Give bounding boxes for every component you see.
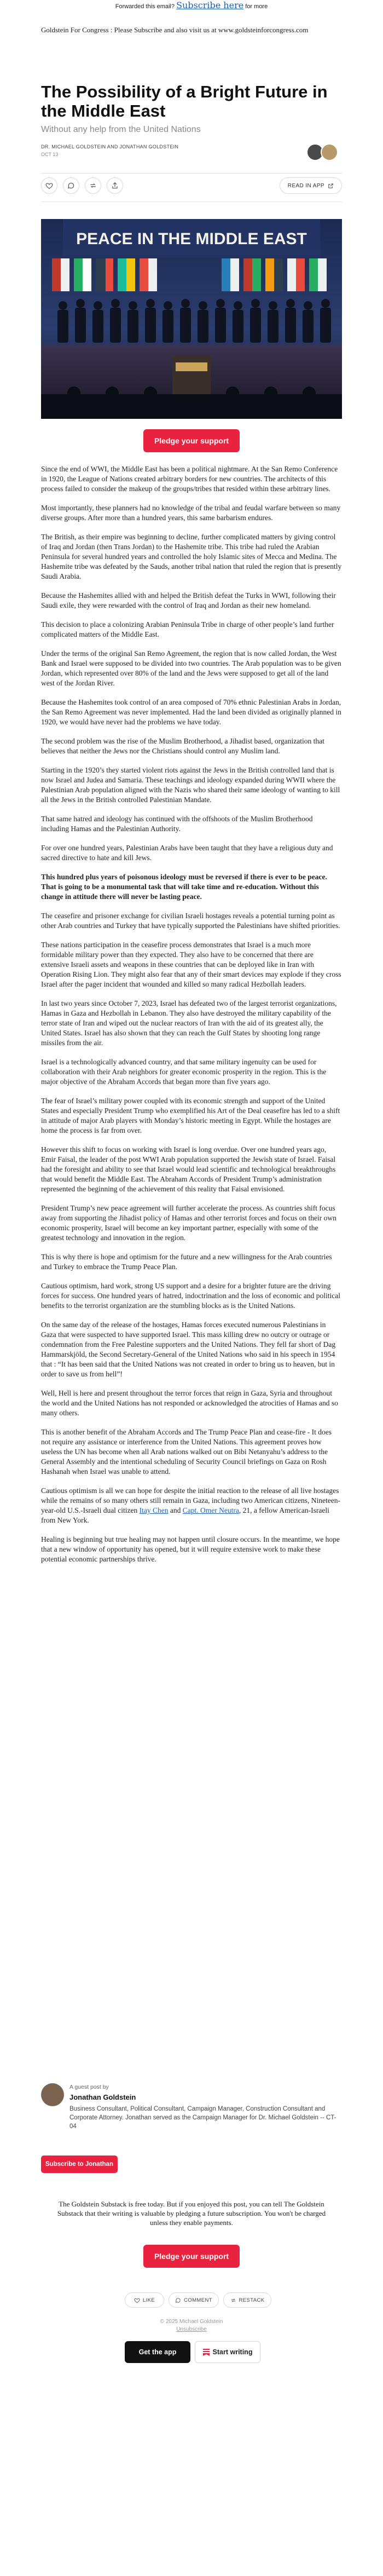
guest-name[interactable]: Jonathan Goldstein [69,2093,136,2101]
paragraph: The second problem was the rise of the Muslim Brotherhood, a Jihadist based, organization that believes that neither the Jews nor the Christians should control any Muslim land. [41,737,324,755]
start-writing-button[interactable] [195,2341,260,2363]
paragraph: Cautious optimism, hard work, strong US support and a desire for a brighter future are the driving forces for success. One hundred years of hatred, indoctrination and the loss of economic and political benefits to the terrorist organization are the stumbling blocks as is the United Nations. [41,1282,340,1310]
avatar[interactable] [41,2083,64,2106]
read-in-app-button[interactable] [280,177,342,194]
guest-bio: Business Consultant, Political Consultant, Campaign Manager, Construction Consultant and Corporate Attorney. Jonathan served as the Campaign Manager for Dr. Michael Goldstein -- CT-04 [69,2106,336,2130]
peace-summit-illustration [41,219,342,419]
article-subtitle: Without any help from the United Nations [41,125,201,134]
paragraph: Under the terms of the original San Remo Agreement, the region that is now called Jordan, the West Bank and Israel were supposed to be divided into two countries. The Arab population was to be given Jordan, which represented over 80% of the land and the Jews were supposed to get all of the land west of the Jordan River. [41,649,341,687]
comment-label: COMMENT [184,2297,212,2303]
paragraph: This is another benefit of the Abraham Accords and The Trump Peace Plan and cease-fire - It does not require any assistance or interference from the United Nations. This agreement proves how useless the UN has become when all Arab nations walked out on Bibi Netanyahu’s address to the General Assembly and the intentional scheduling of Security Council briefings on Gaza on Rosh Hashanah when Israel was unable to attend. [41,1428,332,1476]
divider [41,201,342,202]
like-button[interactable] [41,177,57,194]
paragraph-with-links [41,1486,342,1525]
pledge-support-button[interactable]: Pledge your support [143,429,240,452]
author-avatars[interactable] [306,143,343,160]
omer-neutra-link[interactable]: Capt. Omer Neutra [182,1506,239,1514]
hero-banner-text: PEACE IN THE MIDDLE EAST [76,230,307,248]
footer-note: The Goldstein Substack is free today. But if you enjoyed this post, you can tell The Goldstein Substack that their writing is valuable by pledging a future subscription. You won't be charged unless they enable payments. [57,2200,326,2227]
paragraph: On the same day of the release of the hostages, Hamas forces executed numerous Palestinians in Gaza that were suspected to have supported Israel. This mass killing drew no outcry or outrage or condemnation from the Free Palestine supporters and the United Nations. They fell far short of Dag Hammarskjöld, the Second Secretary-General of the United Nations who said in his speech in 1954 that : “It has been said that the United Nations was not created in order to bring us to heaven, but in order to save us from hell”! [41,1321,336,1378]
preheader-text: Goldstein For Congress : Please Subscribe and also visit us at www.goldsteinforcongress.com [41,26,309,34]
divider [41,173,342,174]
itay-chen-link[interactable]: Itay Chen [139,1506,169,1514]
paragraph: Well, Hell is here and present throughout the terror forces that reign in Gaza, Syria and throughout the world and the United Nations has not responded or acknowledged the atrocities of Hamas and so many others. [41,1389,338,1417]
link-paragraph-middle: and [168,1506,183,1514]
byline[interactable]: DR. MICHAEL GOLDSTEIN AND JONATHAN GOLDSTEIN [41,144,179,149]
article-title[interactable]: The Possibility of a Bright Future in the Middle East [41,82,328,120]
paragraph-bold [41,872,342,902]
restack-icon [89,182,97,189]
forwarded-text: Forwarded this email? [115,3,177,10]
paragraph: That same hatred and ideology has continued with the offshoots of the Muslim Brotherhood including Hamas and the Palestinian Authority. [41,815,313,833]
share-button[interactable] [107,177,123,194]
copyright-text: © 2025 Michael Goldstein [160,2319,223,2325]
podium [172,356,211,394]
link-paragraph-after: , 21, a fellow American-Israeli from New York. [41,1506,329,1524]
bold-statement: This hundred plus years of poisonous ideology must be reversed if there is ever to be peace. That is going to be a monumental task that will take time and re-education. Without this change in attitude there will never be lasting peace. [41,873,327,901]
link-paragraph-before: Cautious optimism is all we can hope for despite the initial reaction to the release of all live hostages while the remains of so many others still remain in Gaza, including two American citizens, Nineteen-year-old U.S.-Israeli dual citizen [41,1486,340,1514]
paragraph: Because the Hashemites took control of an area composed of 70% ethnic Palestinian Arabs in Jordan, the San Remo Agreement was never implemented. Had the land been divided as originally planned in 1920, we would have never had the problems we have today. [41,698,341,726]
heart-icon [134,2297,140,2303]
paragraph: For over one hundred years, Palestinian Arabs have been taught that they have a religious duty and sacred directive to hate and kill Jews. [41,844,333,862]
paragraph: However this shift to focus on working with Israel is long overdue. Over one hundred years ago, Emir Faisal, the leader of the post WWI Arab population supported the Jewish state of Israel. Faisal had the foresight and ability to see that Israel would lead scientific and technological breakthroughs that would benefit the Middle East. The Abraham Accords of President Trump’s administration represented the beginning of the achievement of this reality that Faisal envisioned. [41,1145,336,1193]
forwarded-suffix: for more [243,3,268,10]
paragraph: This is why there is hope and optimism for the future and a new willingness for the Arab countries and Turkey to embrace the Trump Peace Plan. [41,1253,332,1271]
forwarded-bar [0,0,383,10]
paragraph: The British, as their empire was beginning to decline, further complicated matters by giving control of Iraq and Jordan (then Trans Jordan) to the Hashemite tribe. This tribe had ruled the Arabian Peninsula for several hundred years and controlled the holy Islamic sites of Mecca and Medina. The Hashemite tribe was defeated by the Sauds, another tribal nation that ruled the region that is presently Saudi Arabia. [41,533,342,580]
heart-icon [45,182,53,189]
restack-button[interactable] [85,177,101,194]
comment-icon [67,182,75,189]
get-the-app-button[interactable]: Get the app [125,2341,190,2363]
paragraph: The ceasefire and prisoner exchange for civilian Israeli hostages reveals a potential turning point as other Arab countries and Turkey that have typically supported the Palestinians have shifted priorities. [41,912,340,930]
subscribe-to-jonathan-button[interactable]: Subscribe to Jonathan [41,2156,118,2173]
external-link-icon [328,183,334,189]
footer-restack-button[interactable] [223,2292,271,2308]
paragraph: Because the Hashemites allied with and helped the British defeat the Turks in WWI, following their Saudi exile, they were rewarded with the control of Iraq and Jordan as their new homeland. [41,591,336,609]
comment-button[interactable] [63,177,79,194]
paragraph: Healing is beginning but true healing may not happen until closure occurs. In the meantime, we hope that a new window of opportunity has opened, but it will require extensive work to make these potential economic partnerships thrive. [41,1535,340,1563]
paragraph: Since the end of WWI, the Middle East has been a political nightmare. At the San Remo Conference in 1920, the League of Nations created arbitrary borders for new countries. The architects of this process failed to consider the makeup of the groups/tribes that resided within these arbitrary lines. [41,465,338,493]
paragraph: These nations participation in the ceasefire process demonstrates that Israel is a much more formidable military power than they expected. They also have to be concerned that there are extensive Israeli assets and weapons in these countries that can be deployed like in Iran with Operation Rising Lion. They might also fear that any of their smart devices may explode if they cross Israel after the pager incident that wounded and killed so many radical Hezbollah leaders. [41,941,341,988]
restack-label: RESTACK [239,2297,265,2303]
restack-icon [230,2297,236,2303]
paragraph: Starting in the 1920’s they started violent riots against the Jews in the British controlled land that is now Israel and Judea and Samaria. These teachings and ideology expanded during WWII where the Palestinian Arab population aligned with the Nazis who shared their same ideology of wanting to kill all the Jews in the British controlled Palestinian Mandate. [41,766,340,804]
paragraph: In last two years since October 7, 2023, Israel has defeated two of the largest terrorist organizations, Hamas in Gaza and Hezbollah in Lebanon. They also have destroyed the military capability of the terror state of Iran and wiped out the nuclear reactors of Iran with the aid of its greatest ally, the United States. Israel has also shown that they can reach the Gulf States by shooting long range missiles from the air. [41,999,337,1047]
post-date: OCT 13 [41,152,59,157]
post-actions [41,177,342,194]
read-in-app-label: READ IN APP [287,182,324,189]
footer-comment-button[interactable] [169,2292,219,2308]
like-label: LIKE [142,2297,155,2303]
paragraph: Most importantly, these planners had no knowledge of the tribal and feudal warfare between so many diverse groups. After more than a hundred years, this same barbarism endures. [41,504,341,522]
paragraph: This decision to place a colonizing Arabian Peninsula Tribe in charge of other people’s land further complicated matters of the Middle East. [41,620,334,638]
article-body [41,464,342,1574]
unsubscribe-link[interactable]: Unsubscribe [176,2326,207,2332]
paragraph: President Trump’s new peace agreement will further accelerate the process. As countries shift focus away from supporting the Jihadist policy of Hamas and other terrorist forces and focus on their own economic prosperity, Israel will become an key important partner, especially with some of the greatest technology and innovation in the region. [41,1204,336,1242]
guest-label: A guest post by [69,2084,109,2090]
avatar[interactable] [321,143,338,161]
substack-logo-icon [203,2349,210,2356]
footer-copyright [0,2318,383,2333]
start-writing-label: Start writing [212,2348,253,2356]
subscribe-here-link[interactable]: Subscribe here [176,0,244,10]
paragraph: Israel is a technologically advanced country, and that same military ingenuity can be used for collaboration with their Arab neighbors for greater economic prosperity in the region. This is the major objective of the Abraham Accords that began more than five years ago. [41,1058,327,1086]
comment-icon [175,2297,181,2303]
paragraph: The fear of Israel’s military power coupled with its economic strength and support of the United States and especially President Trump who exemplified his Art of the Deal ceasefire has led to a shift in attitude of major Arab players with Monday’s historic meeting in Egypt. While the hostages are home the process is far from over. [41,1097,340,1134]
footer-like-button[interactable] [125,2292,164,2308]
hero-image[interactable] [41,219,342,419]
pledge-support-button-footer[interactable]: Pledge your support [143,2245,240,2268]
share-icon [111,182,119,189]
